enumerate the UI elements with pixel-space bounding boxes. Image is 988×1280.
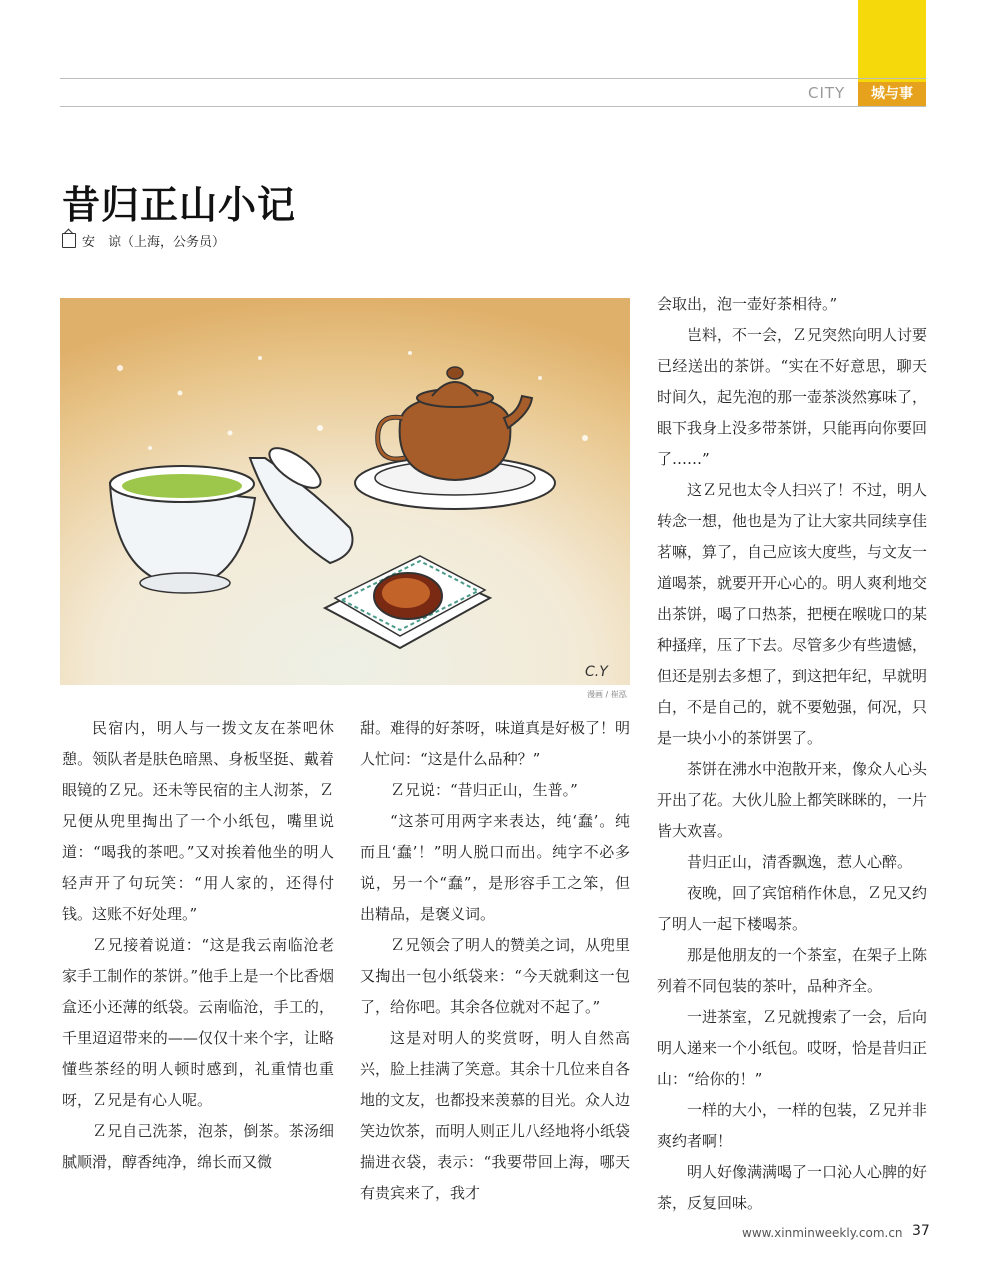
paragraph: 茶饼在沸水中泡散开来，像众人心头开出了花。大伙儿脸上都笑眯眯的，一片皆大欢喜。 [657, 760, 928, 840]
paragraph: “这茶可用两字来表达，纯‘蠢’。纯而且‘蠢’！”明人脱口而出。纯字不必多说，另一个“蠢”，是形容手工之笨，但出精品，是褒义词。 [360, 812, 630, 923]
corner-tab [858, 0, 926, 82]
paragraph: 一样的大小，一样的包装，Ｚ兄并非爽约者啊！ [657, 1101, 928, 1150]
paragraph: 夜晚，回了宾馆稍作休息，Ｚ兄又约了明人一起下楼喝茶。 [657, 884, 928, 933]
paragraph: Ｚ兄自己洗茶，泡茶，倒茶。茶汤细腻顺滑，醇香纯净，绵长而又微 [62, 1122, 334, 1171]
paragraph: Ｚ兄接着说道：“这是我云南临沧老家手工制作的茶饼。”他手上是一个比香烟盒还小还薄的纸袋。云南临沧，手工的，千里迢迢带来的——仅仅十来个字，让略懂些茶经的明人顿时感到，礼重情也重呀，Ｚ兄是有心人呢。 [62, 936, 334, 1109]
header-rule-top [60, 78, 926, 79]
author-text: 安 谅（上海，公务员） [82, 235, 226, 250]
website-link[interactable]: www.xinminweekly.com.cn [742, 1226, 903, 1240]
illustration [60, 298, 630, 685]
section-label: 城与事 [858, 82, 926, 106]
paragraph: 一进茶室，Ｚ兄就搜索了一会，后向明人递来一个小纸包。哎呀，恰是昔归正山：“给你的！” [657, 1008, 928, 1088]
article-column-1 [62, 713, 334, 1178]
paragraph: 民宿内，明人与一拨文友在茶吧休憩。领队者是肤色暗黑、身板坚挺、戴着眼镜的Ｚ兄。还未等民宿的主人沏茶，Ｚ兄便从兜里掏出了一个小纸包，嘴里说道：“喝我的茶吧。”又对挨着他坐的明人轻声开了句玩笑：“用人家的，还得付钱。这账不好处理。” [62, 719, 334, 923]
article-title: 昔归正山小记 [62, 182, 297, 227]
page-number: 37 [912, 1223, 930, 1239]
paragraph: 会取出，泡一壶好茶相待。” [657, 295, 838, 313]
paragraph: Ｚ兄说：“昔归正山，生普。” [390, 781, 578, 799]
byline [62, 231, 225, 250]
paragraph: 那是他朋友的一个茶室，在架子上陈列着不同包装的茶叶，品种齐全。 [657, 946, 928, 995]
paragraph: 岂料，不一会，Ｚ兄突然向明人讨要已经送出的茶饼。“实在不好意思，聊天时间久，起先泡的那一壶茶淡然寡味了，眼下我身上没多带茶饼，只能再向你要回了……” [657, 326, 928, 468]
paragraph: 这是对明人的奖赏呀，明人自然高兴，脸上挂满了笑意。其余十几位来自各地的文友，也都投来羡慕的目光。众人边笑边饮茶，而明人则正儿八经地将小纸袋揣进衣袋，表示：“我要带回上海，哪天有贵宾来了，我才 [360, 1029, 631, 1202]
article-column-3 [657, 289, 927, 1219]
paragraph: Ｚ兄领会了明人的赞美之词，从兜里又掏出一包小纸袋来：“今天就剩这一包了，给你吧。其余各位就对不起了。” [360, 936, 631, 1016]
illustration-signature: C.Y [585, 664, 608, 680]
paragraph: 明人好像满满喝了一口沁人心脾的好茶，反复回味。 [657, 1163, 928, 1212]
pen-icon [62, 233, 76, 248]
paragraph: 昔归正山，清香飘逸，惹人心醉。 [687, 853, 913, 871]
paragraph: 甜。难得的好茶呀，味道真是好极了！明人忙问：“这是什么品种？” [360, 719, 631, 768]
city-label: CITY [808, 84, 846, 102]
illustration-credit: 漫画 / 崔泓 [587, 690, 627, 699]
header-rule-bottom [60, 106, 926, 107]
paragraph: 这Ｚ兄也太令人扫兴了！不过，明人转念一想，他也是为了让大家共同续享佳茗嘛，算了，自己应该大度些，与文友一道喝茶，就要开开心心的。明人爽利地交出茶饼，喝了口热茶，把梗在喉咙口的某种搔痒，压了下去。尽管多少有些遗憾，但还是别去多想了，到这把年纪，早就明白，不是自己的，就不要勉强，何况，只是一块小小的茶饼罢了。 [657, 481, 928, 747]
article-column-2 [360, 713, 630, 1209]
